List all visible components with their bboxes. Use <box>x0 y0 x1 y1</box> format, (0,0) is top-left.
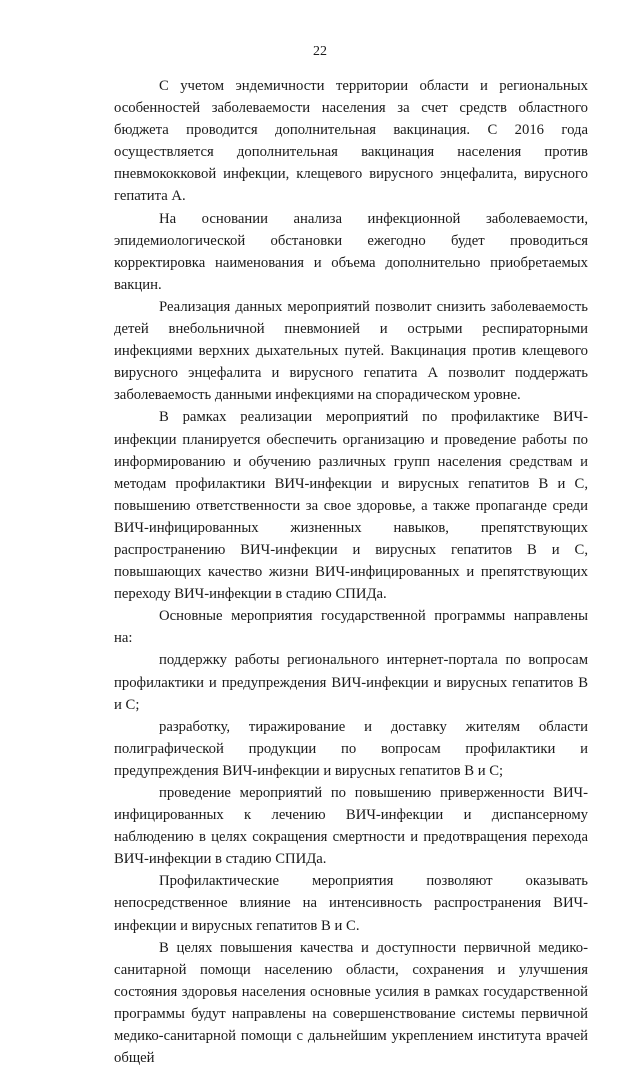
paragraph-hiv-prevention: В рамках реализации мероприятий по профилактике ВИЧ-инфекции планируется обеспечить организацию и проведение работы по информированию и обучению различных групп населения средствам и методам профилактики ВИЧ-инфекции и вирусных гепатитов В и С, повышению ответственности за свое здоровье, а также пропаганде среди ВИЧ-инфицированных жизненных навыков, препятствующих распространению ВИЧ-инфекции и вирусных гепатитов В и С, повышающих качество жизни ВИЧ-инфицированных и препятствующих переходу ВИЧ-инфекции в стадию СПИДа. <box>114 409 588 603</box>
paragraph-expected-results: Реализация данных мероприятий позволит снизить заболеваемость детей внебольничной пневмонией и острыми респираторными инфекциями верхних дыхательных путей. Вакцинация против клещевого вирусного энцефалита и вирусного гепатита А позволит поддержать заболеваемость данными инфекциями на спорадическом уровне. <box>114 298 588 404</box>
paragraph-vaccine-adjustment: На основании анализа инфекционной заболеваемости, эпидемиологической обстановки ежегодно будет проводиться корректировка наименования и объема дополнительно приобретаемых вакцин. <box>114 210 588 293</box>
page-number: 22 <box>313 44 327 59</box>
paragraph-prevention-impact: Профилактические мероприятия позволяют оказывать непосредственное влияние на интенсивность распространения ВИЧ-инфекции и вирусных гепатитов В и С. <box>114 873 588 934</box>
paragraph-regional-vaccination: С учетом эндемичности территории области и региональных особенностей заболеваемости населения за счет средств областного бюджета проводится дополнительная вакцинация. С 2016 года осуществляется дополнительная вакцинация населения против пневмококковой инфекции, клещевого вирусного энцефалита, вирусного гепатита А. <box>114 78 588 205</box>
document-body <box>114 75 588 1069</box>
list-item-treatment-adherence: проведение мероприятий по повышению приверженности ВИЧ-инфицированных к лечению ВИЧ-инфекции и диспансерному наблюдению в целях сокращения смертности и предотвращения перехода ВИЧ-инфекции в стадию СПИДа. <box>114 785 588 868</box>
paragraph-main-activities-intro: Основные мероприятия государственной программы направлены на: <box>114 608 588 647</box>
list-item-internet-portal: поддержку работы регионального интернет-портала по вопросам профилактики и предупреждения ВИЧ-инфекции и вирусных гепатитов В и С; <box>114 652 588 713</box>
list-item-printed-materials: разработку, тиражирование и доставку жителям области полиграфической продукции по вопросам профилактики и предупреждения ВИЧ-инфекции и вирусных гепатитов В и С; <box>114 718 588 779</box>
paragraph-primary-care: В целях повышения качества и доступности первичной медико-санитарной помощи населению области, сохранения и улучшения состояния здоровья населения основные усилия в рамках государственной программы будут направлены на совершенствование системы первичной медико-санитарной помощи с дальнейшим укреплением института врачей общей <box>114 939 588 1067</box>
